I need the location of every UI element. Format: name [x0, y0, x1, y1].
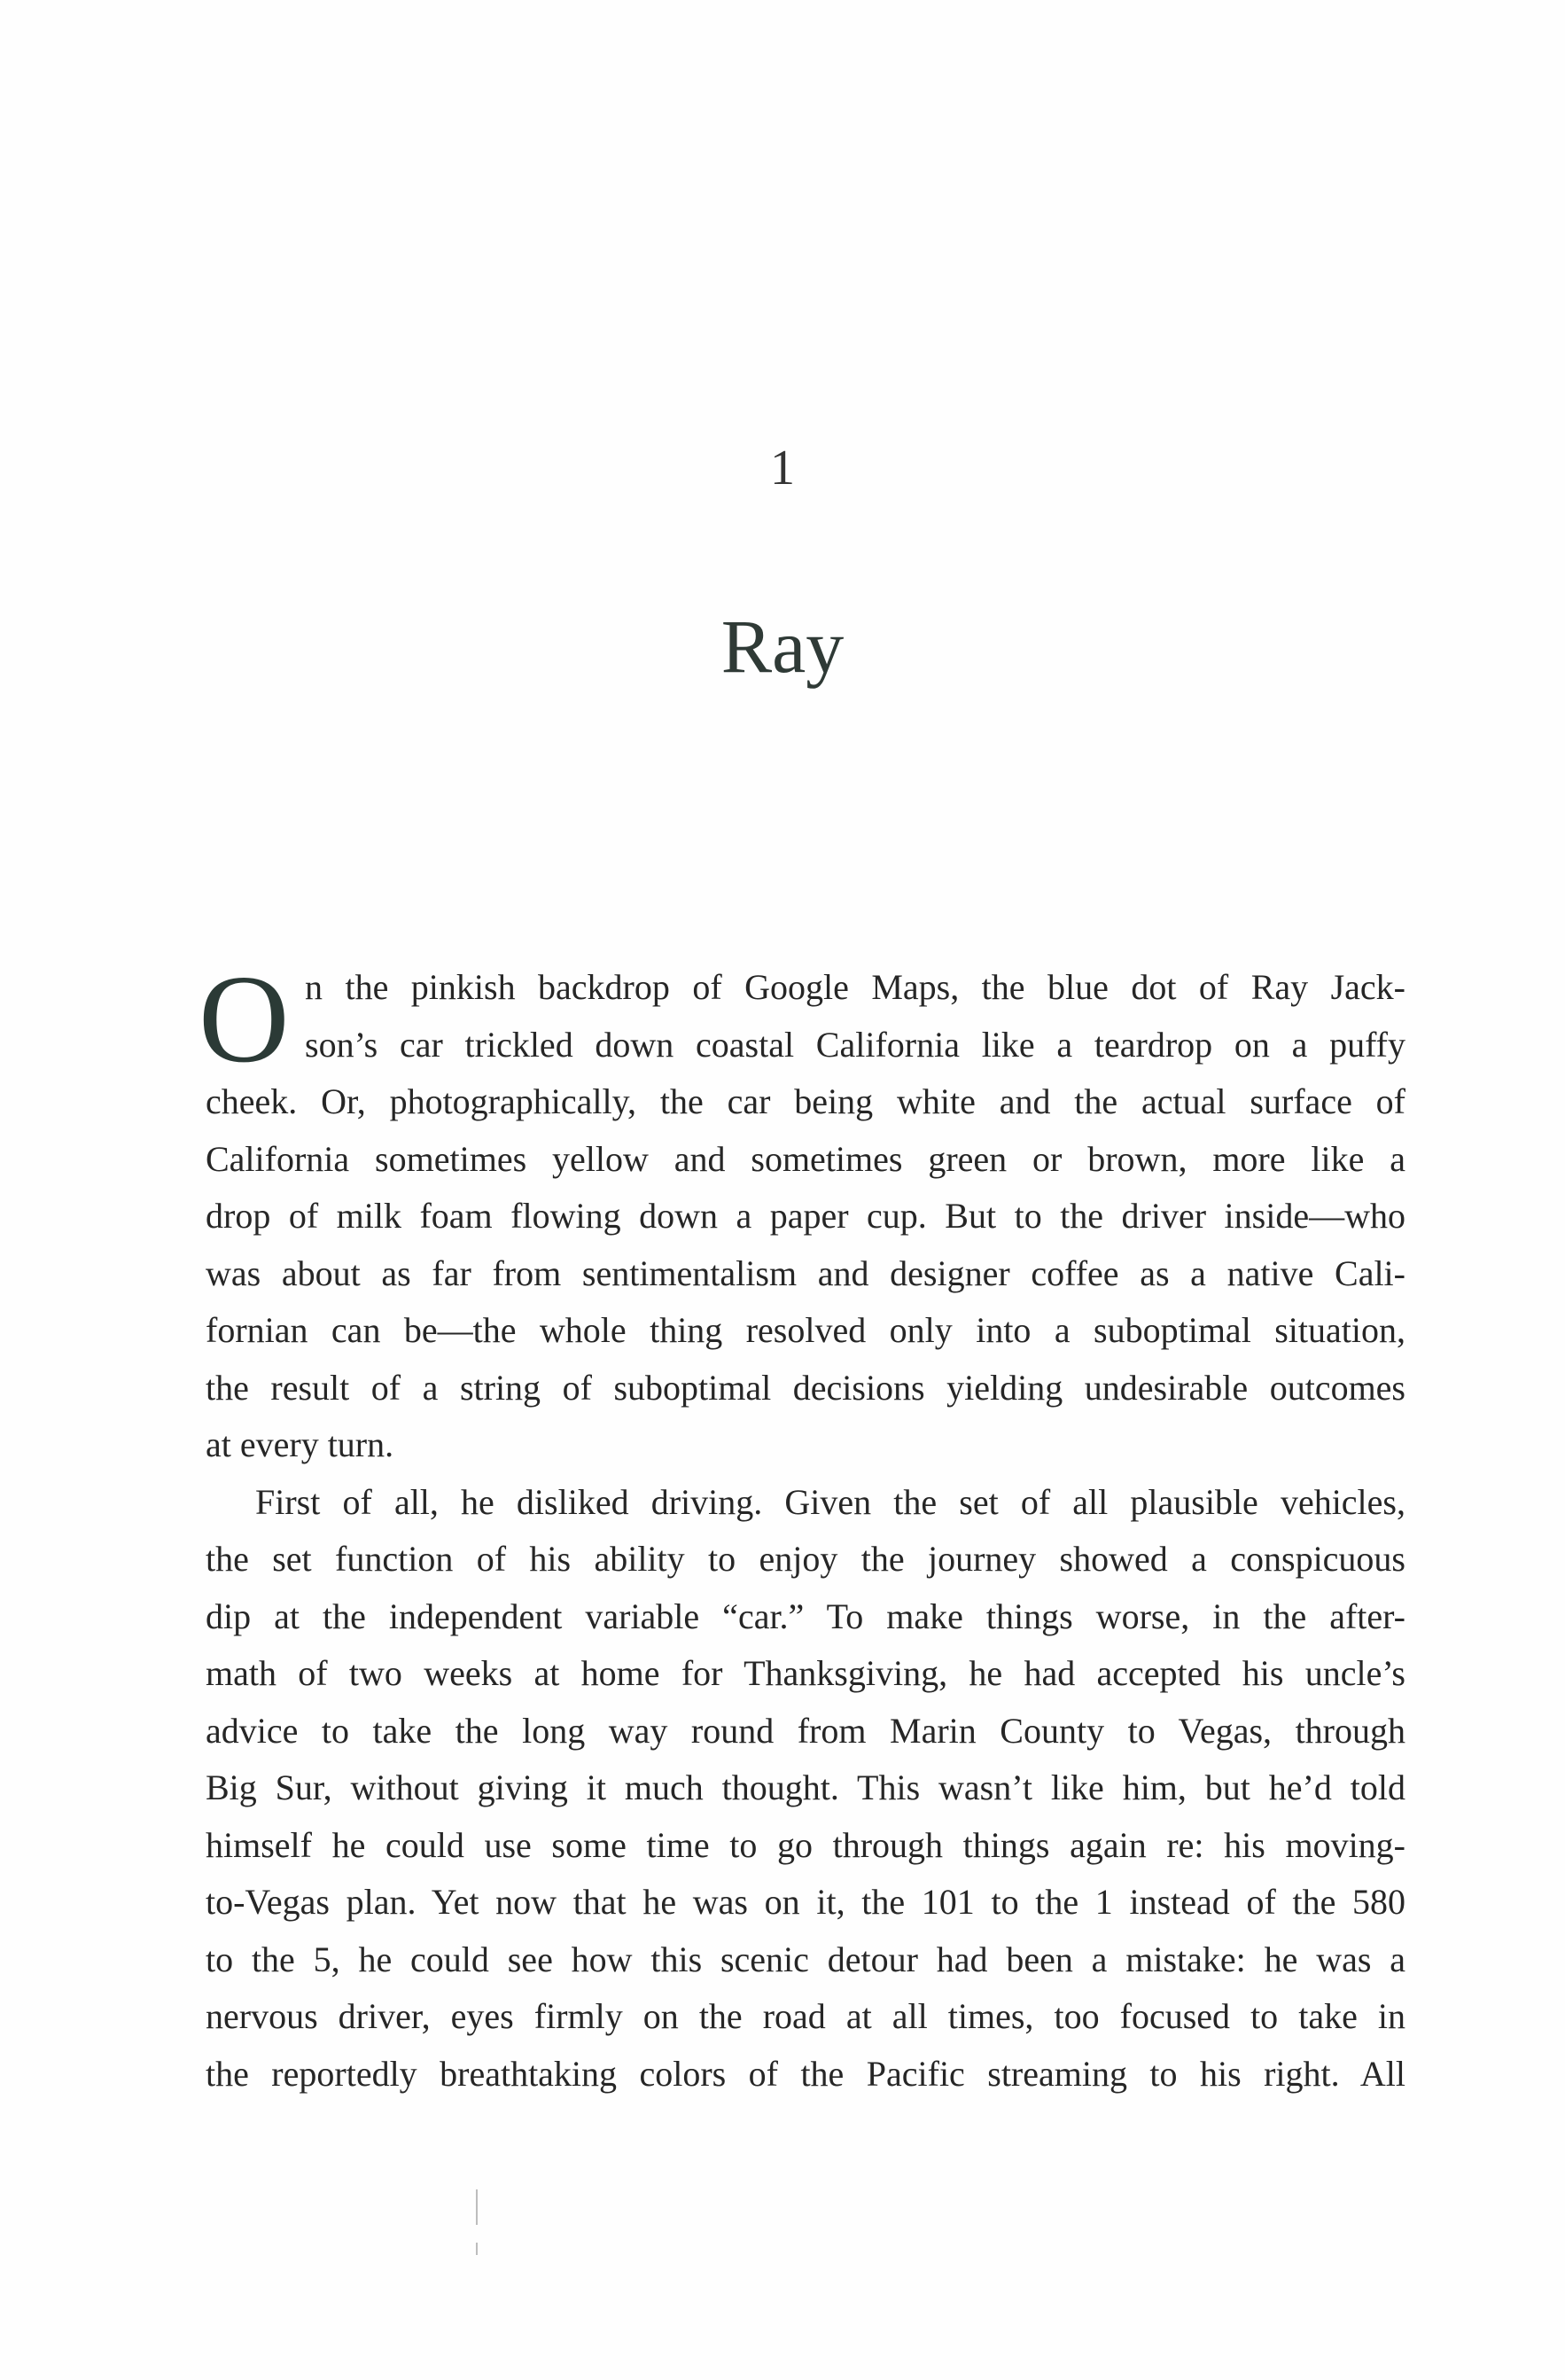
scan-mark	[476, 2243, 478, 2255]
text-line: to-Vegas plan. Yet now that he was on it, the 101 to the 1 instead of the 580	[206, 1882, 1405, 1922]
text-line: math of two weeks at home for Thanksgiving, he had accepted his uncle’s	[206, 1653, 1405, 1693]
scan-mark	[476, 2189, 478, 2225]
paragraph-1	[199, 948, 1405, 1474]
text-line: nervous driver, eyes firmly on the road at all times, too focused to take in	[206, 1996, 1405, 2036]
text-line: n the pinkish backdrop of Google Maps, the blue dot of Ray Jack-	[305, 967, 1405, 1007]
text-line: himself he could use some time to go through things again re: his moving-	[206, 1824, 1405, 1865]
text-line: California sometimes yellow and sometimes green or brown, more like a	[206, 1138, 1405, 1179]
text-line: the result of a string of suboptimal decisions yielding undesirable outcomes	[206, 1367, 1405, 1408]
text-line: the set function of his ability to enjoy the journey showed a conspicuous	[206, 1539, 1405, 1579]
body-text	[199, 948, 1405, 2103]
text-line: First of all, he disliked driving. Given the set of all plausible vehicles,	[255, 1481, 1405, 1522]
chapter-title: Ray	[720, 604, 845, 689]
text-line: advice to take the long way round from Marin County to Vegas, through	[206, 1710, 1405, 1751]
text-line: dip at the independent variable “car.” To make things worse, in the after-	[206, 1596, 1405, 1636]
text-line: fornian can be—the whole thing resolved only into a suboptimal situation,	[206, 1310, 1405, 1350]
text-line: to the 5, he could see how this scenic detour had been a mistake: he was a	[206, 1939, 1405, 1979]
paragraph-2	[206, 1474, 1405, 2103]
text-line: at every turn.	[206, 1424, 394, 1464]
drop-cap: O	[199, 948, 290, 1089]
text-line: cheek. Or, photographically, the car being white and the actual surface of	[206, 1081, 1405, 1121]
text-line: drop of milk foam flowing down a paper cup. But to the driver inside—who	[206, 1196, 1405, 1236]
chapter-number: 1	[770, 441, 795, 496]
text-line: was about as far from sentimentalism and designer coffee as a native Cali-	[206, 1252, 1405, 1293]
text-line: son’s car trickled down coastal California like a teardrop on a puffy	[305, 1024, 1405, 1065]
text-line: the reportedly breathtaking colors of the Pacific streaming to his right. All	[206, 2053, 1405, 2094]
text-line: Big Sur, without giving it much thought. This wasn’t like him, but he’d told	[206, 1767, 1405, 1807]
